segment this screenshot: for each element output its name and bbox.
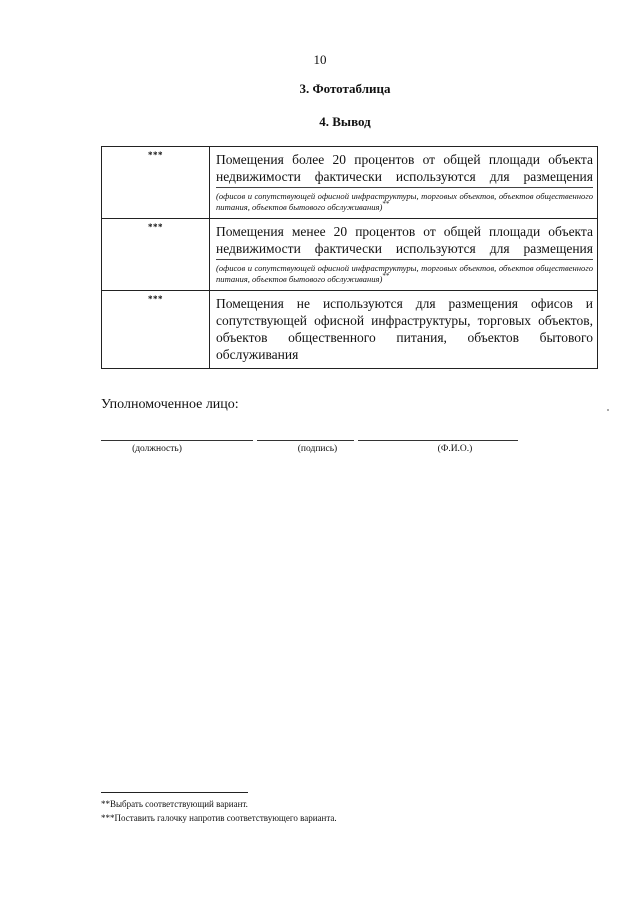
name-line (358, 440, 518, 441)
signature-line (257, 440, 354, 441)
option-2-checkbox-cell[interactable]: *** (102, 219, 210, 291)
signature-label: (подпись) (297, 444, 338, 454)
option-1-note (216, 187, 593, 213)
option-row-1 (102, 147, 598, 219)
option-2-text-cell (210, 219, 598, 291)
option-1-text-cell (210, 147, 598, 219)
position-label: (должность) (132, 444, 182, 454)
option-3-text-cell (210, 291, 598, 369)
option-2-note-text: (офисов и сопутствующей офисной инфраструктуры, торговых объектов, объектов общественного питания, объектов бытового обслуживания) (216, 263, 593, 284)
authorized-person-label: Уполномоченное лицо: (101, 397, 239, 412)
scan-mark (607, 409, 609, 411)
footnote-divider (101, 792, 248, 793)
option-1-text: Помещения более 20 процентов от общей площади объекта недвижимости фактически используются для размещения (216, 152, 593, 184)
option-2-note-ref: ** (382, 272, 390, 281)
option-row-3 (102, 291, 598, 369)
option-3-checkbox-cell[interactable]: *** (102, 291, 210, 369)
section-4-title: 4. Вывод (319, 114, 371, 129)
page-number: 10 (313, 52, 327, 67)
option-1-checkbox-cell[interactable]: *** (102, 147, 210, 219)
position-line (101, 440, 253, 441)
option-1-note-ref: ** (382, 200, 390, 209)
option-3-text: Помещения не используются для размещения офисов и сопутствующей офисной инфраструктуры, торговых объектов, объектов общественного питания, объектов бытового обслуживания (216, 296, 593, 362)
section-3-title: 3. Фототаблица (299, 81, 391, 96)
option-1-note-text: (офисов и сопутствующей офисной инфраструктуры, торговых объектов, объектов общественного питания, объектов бытового обслуживания) (216, 191, 593, 212)
conclusion-table (101, 146, 598, 369)
option-2-note (216, 259, 593, 285)
footnote-1: **Выбрать соответствующий вариант. (101, 799, 248, 809)
option-2-text: Помещения менее 20 процентов от общей площади объекта недвижимости фактически используются для размещения (216, 224, 593, 256)
option-row-2 (102, 219, 598, 291)
footnote-2: ***Поставить галочку напротив соответствующего варианта. (101, 813, 337, 823)
name-label: (Ф.И.О.) (437, 444, 473, 454)
